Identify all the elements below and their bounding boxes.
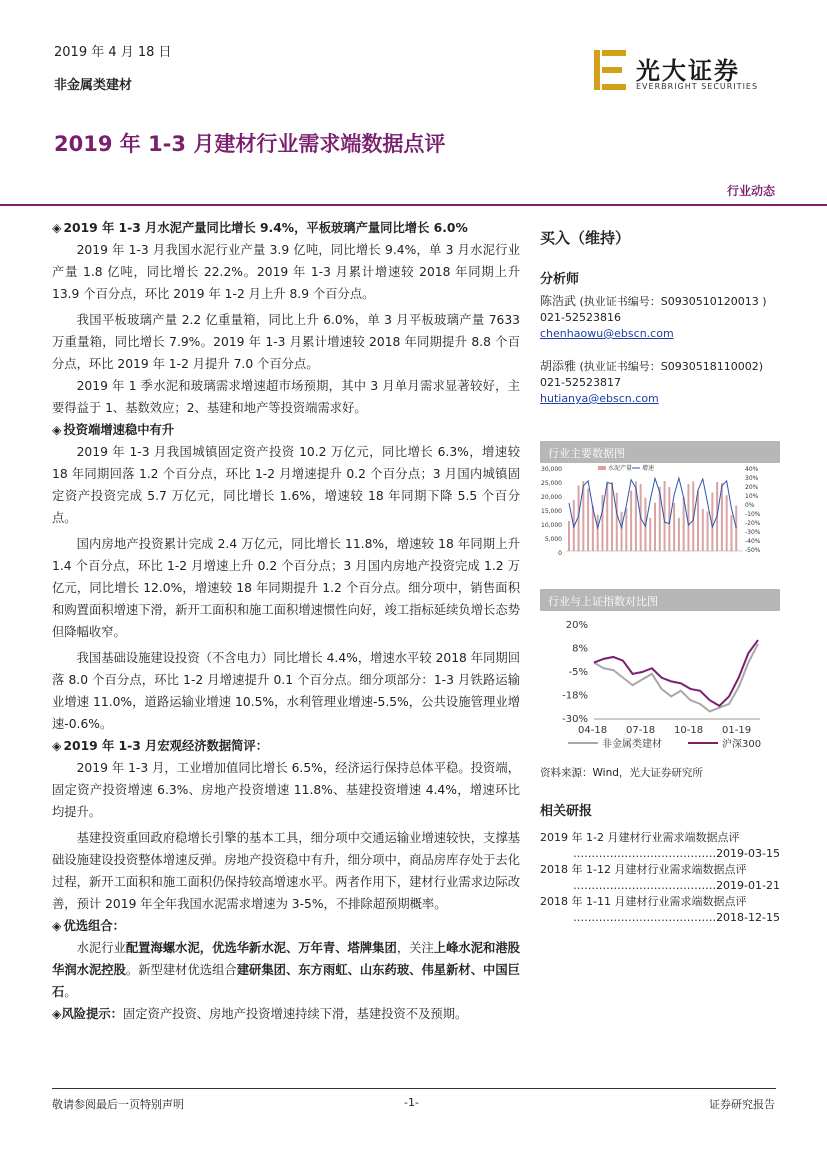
analyst-name: 陈浩武 (540, 294, 577, 308)
chart1-growth-line (569, 478, 736, 528)
section-heading: ◈ 2019 年 1-3 月水泥产量同比增长 9.4%，平板玻璃产量同比增长 6.0% (52, 217, 520, 239)
sector-label: 非金属类建材 (54, 78, 133, 93)
y-tick-label: 8% (572, 643, 588, 655)
report-date: 2019 年 4 月 18 日 (54, 45, 172, 60)
y-tick-label: -30% (562, 714, 588, 725)
page-number: -1- (404, 1096, 419, 1109)
footer-right: 证券研究报告 (709, 1098, 775, 1111)
brand-logo (592, 48, 772, 98)
chart1-bar (649, 518, 651, 551)
y-left-tick: 25,000 (541, 480, 562, 487)
y-right-tick: 0% (745, 502, 755, 509)
related-date: 2018-12-15 (716, 911, 780, 924)
legend-swatch (688, 742, 718, 744)
chart1-bar (726, 495, 728, 551)
paragraph: 2019 年 1-3 月，工业增加值同比增长 6.5%，经济运行保持总体平稳。投资端，固定资产投资增速 6.3%、房地产投资增速 11.8%、基建投资增速 4.4%，增速环比均提升。 (52, 761, 520, 819)
footer-disclaimer: 敬请参阅最后一页特别声明 (52, 1098, 184, 1111)
analyst-name: 胡添雅 (540, 359, 577, 373)
y-right-tick: 10% (745, 493, 759, 500)
footer-divider (52, 1088, 776, 1089)
y-right-tick: -50% (745, 547, 761, 554)
paragraph: 基建投资重回政府稳增长引擎的基本工具，细分项中交通运输业增速较快，支撑基础设施建设投资整体增速反弹。房地产投资稳中有升，细分项中，商品房库存处于去化过程，新开工面积和施工面积仍保持较高增速水平。两者作用下，建材行业需求边际改善，预计 2019 年全年我国水泥需求增速为 3-5%，不排除超预期概率。 (52, 831, 520, 911)
y-left-tick: 5,000 (544, 536, 562, 543)
x-tick-label: 01-19 (722, 725, 752, 736)
analyst-heading: 分析师 (540, 272, 580, 287)
picks-paragraph (52, 937, 520, 1003)
chart2-header: 行业与上证指数对比图 (540, 589, 780, 611)
chart1-bar (597, 515, 599, 551)
y-left-tick: 0 (558, 550, 562, 557)
risk-text: 固定资产投资、房地产投资增速持续下滑，基建投资不及预期。 (122, 1007, 468, 1021)
analyst-phone: 021-52523816 (540, 311, 621, 324)
chart1-bar (630, 491, 632, 551)
chart1-bar (611, 482, 613, 551)
y-right-tick: -20% (745, 520, 761, 527)
chart1-bar (654, 503, 656, 551)
y-tick-label: -18% (562, 690, 588, 702)
related-list (540, 830, 780, 926)
chart1-header: 行业主要数据图 (540, 441, 780, 463)
section-heading: ◈ 2019 年 1-3 月宏观经济数据简评： (52, 735, 520, 757)
legend-label: 沪深300 (722, 739, 762, 750)
risk-label: ◈风险提示： (52, 1007, 123, 1021)
picks-bold: 建研集团、东方雨虹、山东药玻、伟星新材、中国巨石 (52, 963, 520, 999)
logo-text: 光大证券 (636, 56, 740, 85)
picks-bold: 配置海螺水泥，优选华新水泥、万年青、塔牌集团 (125, 941, 397, 955)
y-right-tick: -40% (745, 538, 761, 545)
legend-label: 增速 (642, 465, 655, 472)
legend-swatch (568, 742, 598, 744)
x-tick-label: 04-18 (578, 725, 608, 736)
related-title[interactable]: 2019 年 1-2 月建材行业需求端数据点评 (540, 831, 740, 844)
analyst-cert: (执业证书编号：S0930510120013 ) (579, 295, 767, 308)
industry-data-chart (540, 463, 776, 585)
chart1-bar (587, 489, 589, 551)
related-item[interactable]: 2018 年 1-12 月建材行业需求端数据点评 …………………………………2019-01-21 (540, 863, 780, 892)
y-left-tick: 10,000 (541, 522, 562, 529)
report-type-tag: 行业动态 (726, 184, 775, 198)
paragraph: 我国基础设施建设投资（不含电力）同比增长 4.4%，增速水平较 2018 年同期回落 8.0 个百分点，环比 1-2 月增速提升 0.1 个百分点。细分项部分：1-3 月铁路运输业增速 11.0%，道路运输业增速 10.5%，水利管理业增速-5.5%，公共设施管理业增速-0.6%。 (52, 651, 520, 731)
chart1-bar (730, 515, 732, 551)
legend-label: 非金属类建材 (602, 739, 662, 750)
industry-vs-index-chart (540, 615, 776, 757)
y-tick-label: 20% (565, 620, 588, 631)
paragraph: 2019 年 1 季水泥和玻璃需求增速超市场预期，其中 3 月单月需求显著较好，主要得益于 1、基数效应；2、基建和地产等投资端需求好。 (52, 379, 520, 415)
related-heading: 相关研报 (540, 804, 593, 819)
chart1-bar (568, 521, 570, 551)
legend-label: 水泥产量 (608, 465, 633, 472)
series-line (594, 644, 758, 712)
analyst-card (540, 293, 780, 342)
paragraph: 2019 年 1-3 月我国城镇固定资产投资 10.2 万亿元，同比增长 6.3%，增速较 18 年同期回落 1.2 个百分点，环比 1-2 月增速提升 0.2 个百分点；3 月国内城镇固定资产投资完成 5.7 万亿元，同比增长 1.6%，增速较 18 年同期下降 5.5 个百分点。 (52, 445, 520, 525)
chart1-bar (683, 497, 685, 551)
header-divider (0, 204, 827, 206)
related-item[interactable]: 2018 年 1-11 月建材行业需求端数据点评 …………………………………2018-12-15 (540, 895, 780, 924)
y-left-tick: 20,000 (541, 494, 562, 501)
chart1-bar (625, 509, 627, 551)
analyst-email-link[interactable]: hutianya@ebscn.com (540, 392, 659, 405)
chart1-bar (616, 493, 618, 551)
chart1-bar (735, 505, 737, 551)
related-title[interactable]: 2018 年 1-11 月建材行业需求端数据点评 (540, 895, 747, 908)
y-right-tick: -10% (745, 511, 761, 518)
y-left-tick: 15,000 (541, 508, 562, 515)
legend-swatch (598, 466, 606, 470)
y-tick-label: -5% (568, 667, 588, 678)
analyst-cert: (执业证书编号：S0930518110002) (579, 360, 764, 373)
rating: 买入（维持） (540, 229, 631, 247)
picks-text: 水泥行业 (76, 941, 126, 955)
picks-text: ，关注 (396, 941, 434, 955)
y-right-tick: 40% (745, 466, 759, 473)
logo-mark-icon (592, 48, 628, 92)
related-item[interactable]: 2019 年 1-2 月建材行业需求端数据点评 …………………………………2019-03-15 (540, 831, 780, 860)
section-heading: ◈ 投资端增速稳中有升 (52, 419, 520, 441)
main-body (52, 217, 520, 1025)
report-title: 2019 年 1-3 月建材行业需求端数据点评 (54, 132, 446, 156)
chart-source: 资料来源：Wind，光大证券研究所 (540, 767, 703, 779)
chart1-bar (687, 484, 689, 551)
analyst-phone: 021-52523817 (540, 376, 621, 389)
related-title[interactable]: 2018 年 1-12 月建材行业需求端数据点评 (540, 863, 747, 876)
chart1-bar (606, 483, 608, 551)
y-left-tick: 30,000 (541, 466, 562, 473)
risk-paragraph (52, 1003, 520, 1025)
picks-bold: 上峰水泥和港股华润水泥控股 (52, 941, 520, 977)
logo-subtext: EVERBRIGHT SECURITIES (636, 82, 759, 91)
chart1-bar (707, 511, 709, 551)
y-right-tick: -30% (745, 529, 761, 536)
section-heading: ◈ 优选组合： (52, 915, 520, 937)
chart1-bar (601, 495, 603, 551)
chart1-bar (673, 503, 675, 551)
analyst-email-link[interactable]: chenhaowu@ebscn.com (540, 327, 674, 340)
paragraph: 2019 年 1-3 月我国水泥行业产量 3.9 亿吨，同比增长 9.4%，单 3 月水泥行业产量 1.8 亿吨，同比增长 22.2%。2019 年 1-3 月累计增速较 2018 年同期上升 13.9 个百分点，环比 2019 年 1-2 月上升 8.9 个百分点。 (52, 243, 520, 301)
picks-text: 。 (64, 985, 77, 999)
related-date: 2019-03-15 (716, 847, 780, 860)
related-date: 2019-01-21 (716, 879, 780, 892)
chart1-bar (678, 518, 680, 551)
chart1-bar (697, 491, 699, 551)
chart1-bar (702, 509, 704, 551)
y-right-tick: 30% (745, 475, 759, 482)
chart1-bar (621, 512, 623, 551)
x-tick-label: 07-18 (626, 725, 656, 736)
paragraph: 国内房地产投资累计完成 2.4 万亿元，同比增长 11.8%，增速较 18 年同期上升 1.4 个百分点，环比 1-2 月增速上升 0.2 个百分点；3 月国内房地产投资完成 1.2 万亿元，同比增长 12.0%，增速较 18 年同期提升 1.2 个百分点。细分项中，销售面积和购置面积增速下滑，新开工面积和施工面积增速惯性向好，竣工指标延续负增长态势但降幅收窄。 (52, 537, 520, 639)
picks-text: 。新型建材优选组合 (125, 963, 237, 977)
y-right-tick: 20% (745, 484, 759, 491)
analyst-card (540, 358, 780, 407)
paragraph: 我国平板玻璃产量 2.2 亿重量箱，同比上升 6.0%，单 3 月平板玻璃产量 7633 万重量箱，同比增长 7.9%。2019 年 1-3 月累计增速较 2018 年同期提升 8.8 个百分点，环比 2019 年 1-2 月提升 7.0 个百分点。 (52, 313, 520, 371)
x-tick-label: 10-18 (674, 725, 704, 736)
